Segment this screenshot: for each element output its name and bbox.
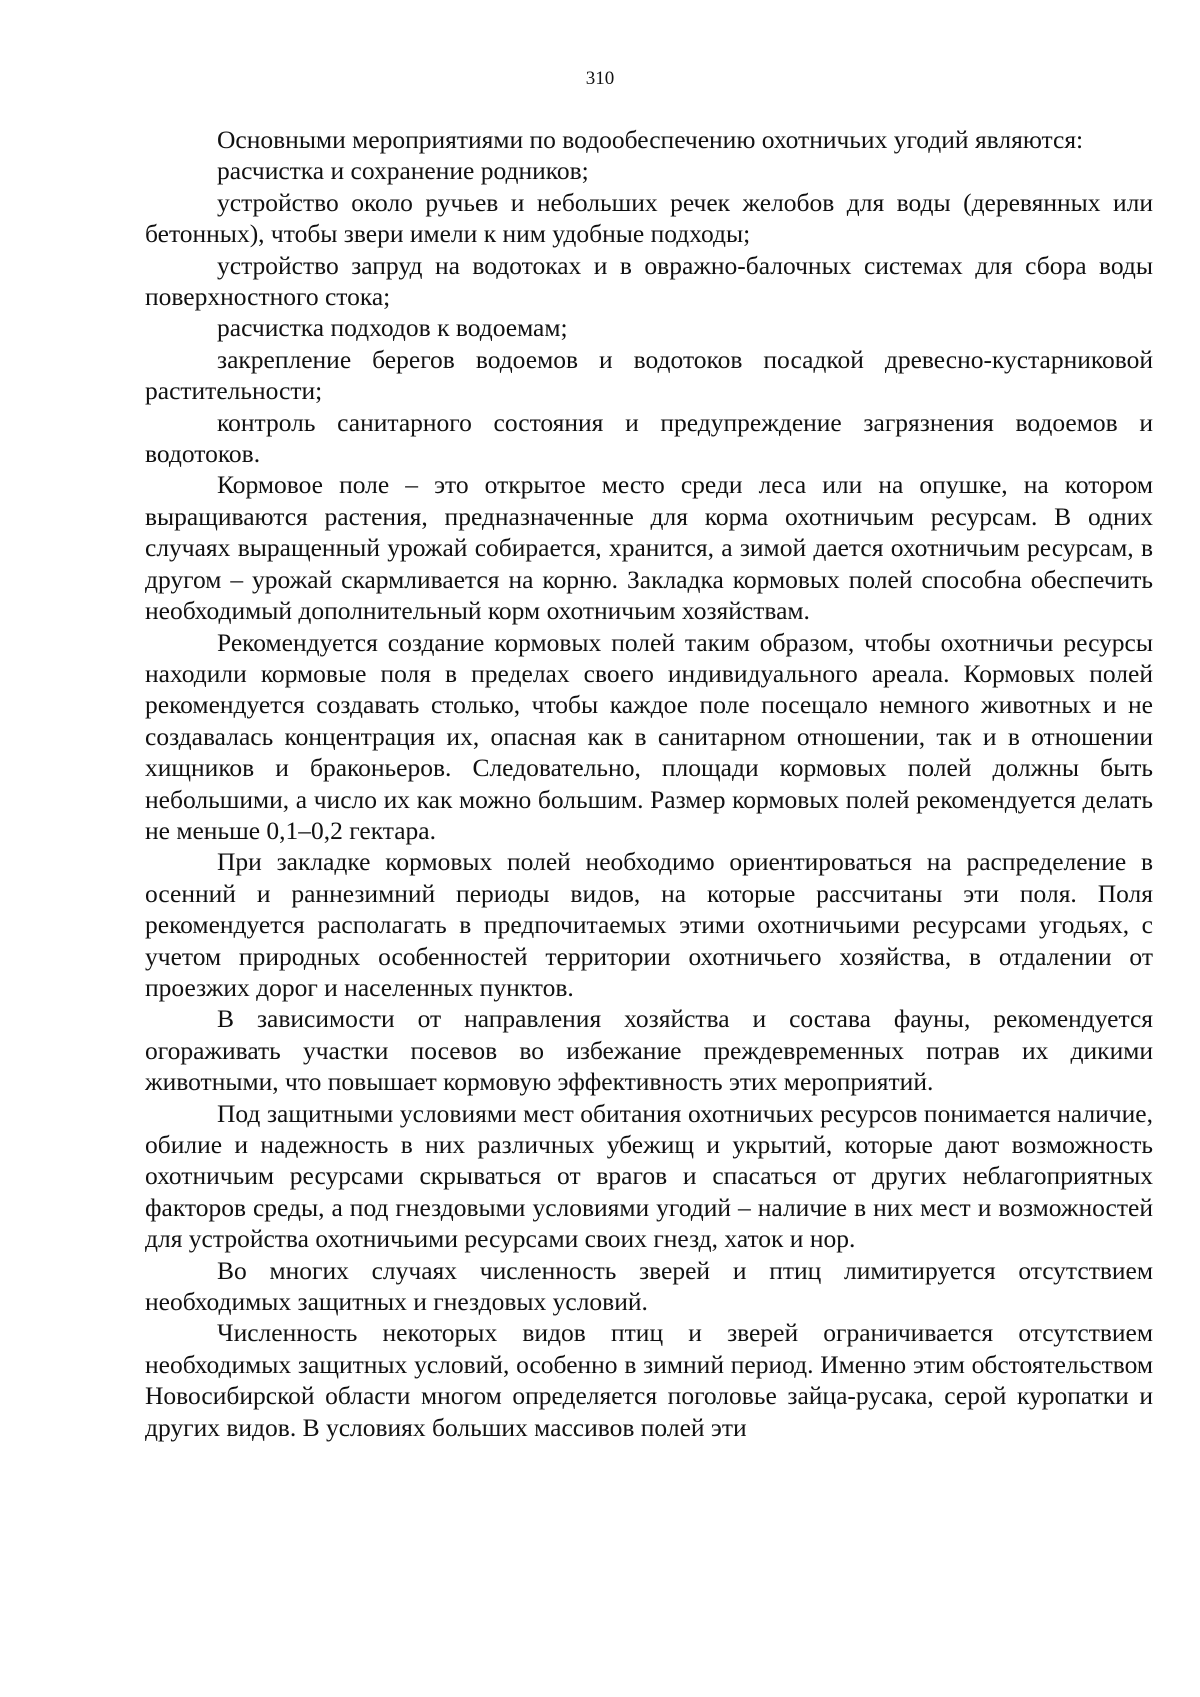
paragraph-intro: Основными мероприятиями по водообеспечению охотничьих угодий являются:: [217, 125, 1084, 154]
list-item-springs: расчистка и сохранение родников;: [217, 156, 589, 186]
page-number: 310: [585, 68, 615, 89]
list-item-banks: закрепление берегов водоемов и водотоков посадкой древесно-кустарниковой растительности;: [145, 344, 1153, 406]
paragraph-field-placement: При закладке кормовых полей необходимо ориентироваться на распределение в осенний и раннезимний периоды видов, на которые рассчитаны эти поля. Поля рекомендуется располагать в предпочитаемых этими охотничьими ресурсами угодьях, с учетом природных особенностей территории охотничьего хозяйства, в отдалении от проезжих дорог и населенных пунктов.: [145, 847, 1153, 1002]
paragraph-winter-conditions: Численность некоторых видов птиц и зверей ограничивается отсутствием необходимых защитных условий, особенно в зимний период. Именно этим обстоятельством Новосибирской области многом определяется поголовье зайца-русака, серой куропатки и других видов. В условиях больших массивов полей эти: [145, 1318, 1153, 1442]
paragraph-feeding-field: Кормовое поле – это открытое место среди леса или на опушке, на котором выращиваются растения, предназначенные для корма охотничьим ресурсам. В одних случаях выращенный урожай собирается, хранится, а зимой дается охотничьим ресурсам, в другом – урожай скармливается на корню. Закладка кормовых полей способна обеспечить необходимый дополнительный корм охотничьим хозяйствам.: [145, 470, 1153, 626]
paragraph-fencing: В зависимости от направления хозяйства и состава фауны, рекомендуется огораживать участки посевов во избежание преждевременных потрав их дикими животными, что повышает кормовую эффективность этих мероприятий.: [145, 1004, 1153, 1097]
list-item-approaches: расчистка подходов к водоемам;: [217, 313, 568, 343]
body-text: [145, 124, 1153, 1443]
list-item-sanitary-control: контроль санитарного состояния и предупреждение загрязнения водоемов и водотоков.: [145, 407, 1153, 469]
paragraph-limiting-factors: Во многих случаях численность зверей и птиц лимитируется отсутствием необходимых защитных и гнездовых условий.: [145, 1255, 1153, 1317]
list-item-dams: устройство запруд на водотоках и в овражно-балочных системах для сбора воды поверхностного стока;: [145, 250, 1153, 312]
paragraph-protective-conditions: Под защитными условиями мест обитания охотничьих ресурсов понимается наличие, обилие и надежность в них различных убежищ и укрытий, которые дают возможность охотничьим ресурсами скрываться от врагов и спасаться от других неблагоприятных факторов среды, а под гнездовыми условиями угодий – наличие в них мест и возможностей для устройства охотничьими ресурсами своих гнезд, хаток и нор.: [145, 1098, 1153, 1254]
paragraph-field-creation: Рекомендуется создание кормовых полей таким образом, чтобы охотничьи ресурсы находили кормовые поля в пределах своего индивидуального ареала. Кормовых полей рекомендуется создавать столько, чтобы каждое поле посещало немного животных и не создавалась концентрация их, опасная как в санитарном отношении, так и в отношении хищников и браконьеров. Следовательно, площади кормовых полей должны быть небольшими, а число их как можно большим. Размер кормовых полей рекомендуется делать не меньше 0,1–0,2 гектара.: [145, 627, 1153, 845]
list-item-troughs: устройство около ручьев и небольших речек желобов для воды (деревянных или бетонных), чтобы звери имели к ним удобные подходы;: [145, 187, 1153, 249]
